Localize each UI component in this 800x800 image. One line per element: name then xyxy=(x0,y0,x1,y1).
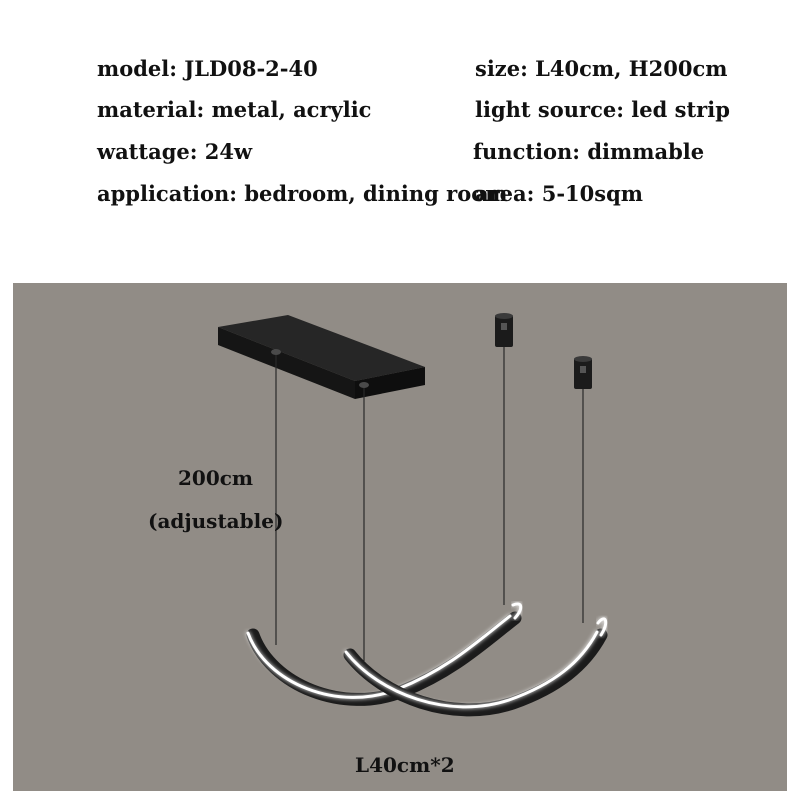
length-dimension-label: L40cm*2 xyxy=(355,753,455,777)
height-adjustable-note: (adjustable) xyxy=(148,509,284,533)
spec-material: material: metal, acrylic xyxy=(97,97,372,122)
spec-area: area: 5-10sqm xyxy=(475,181,643,206)
spec-application: application: bedroom, dining room xyxy=(97,181,508,206)
spec-light-source: light source: led strip xyxy=(475,97,730,122)
rectangular-canopy xyxy=(218,315,425,399)
spec-function: function: dimmable xyxy=(473,139,705,164)
product-image-panel xyxy=(13,283,787,791)
pendant-light-illustration xyxy=(13,283,787,791)
height-dimension-label: 200cm xyxy=(178,466,254,490)
cylinder-canopy-1 xyxy=(495,313,513,347)
cylinder-canopy-2 xyxy=(574,356,592,389)
suspension-wires xyxy=(276,347,583,661)
spec-size: size: L40cm, H200cm xyxy=(475,56,728,81)
spec-wattage: wattage: 24w xyxy=(97,139,253,164)
spec-model: model: JLD08-2-40 xyxy=(97,56,318,81)
